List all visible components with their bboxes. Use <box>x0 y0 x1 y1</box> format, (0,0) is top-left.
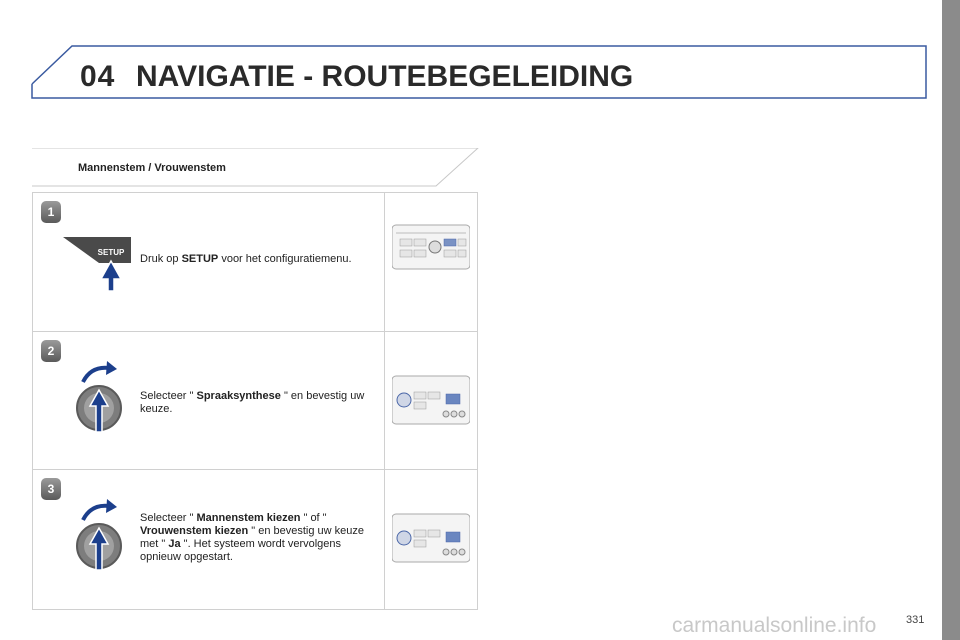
page-number: 331 <box>906 614 925 626</box>
step-3 <box>33 469 477 608</box>
page-title: NAVIGATIE - ROUTEBEGELEIDING <box>136 60 634 93</box>
step-number-badge: 2 <box>41 340 61 362</box>
section-title: Mannenstem / Vrouwenstem <box>78 162 226 174</box>
step-2 <box>33 331 477 470</box>
rotary-knob-icon <box>69 498 129 578</box>
chapter-number: 04 <box>80 60 116 93</box>
step-number-badge: 3 <box>41 478 61 500</box>
step-3-text: Selecteer " Mannenstem kiezen " of " Vrouwenstem kiezen " en bevestig uw keuze met " Ja ". Het systeem wordt vervolgens opnieuw opgestart. <box>140 512 365 563</box>
step-number-badge: 1 <box>41 201 61 223</box>
steps-table <box>32 192 478 610</box>
step-2-text: Selecteer " Spraaksynthese " en bevestig uw keuze. <box>140 390 365 415</box>
step-1-text: Druk op SETUP voor het configuratiemenu. <box>140 253 352 265</box>
setup-button-icon <box>59 233 139 295</box>
rotary-knob-icon <box>69 360 129 440</box>
watermark: carmanualsonline.info <box>672 614 877 637</box>
page-edge-bar <box>942 0 960 640</box>
setup-label: SETUP <box>97 248 125 257</box>
radio-panel-thumbnail <box>392 374 470 426</box>
radio-panel-thumbnail <box>392 512 470 564</box>
radio-panel-thumbnail <box>392 221 470 273</box>
step-1 <box>33 193 477 331</box>
